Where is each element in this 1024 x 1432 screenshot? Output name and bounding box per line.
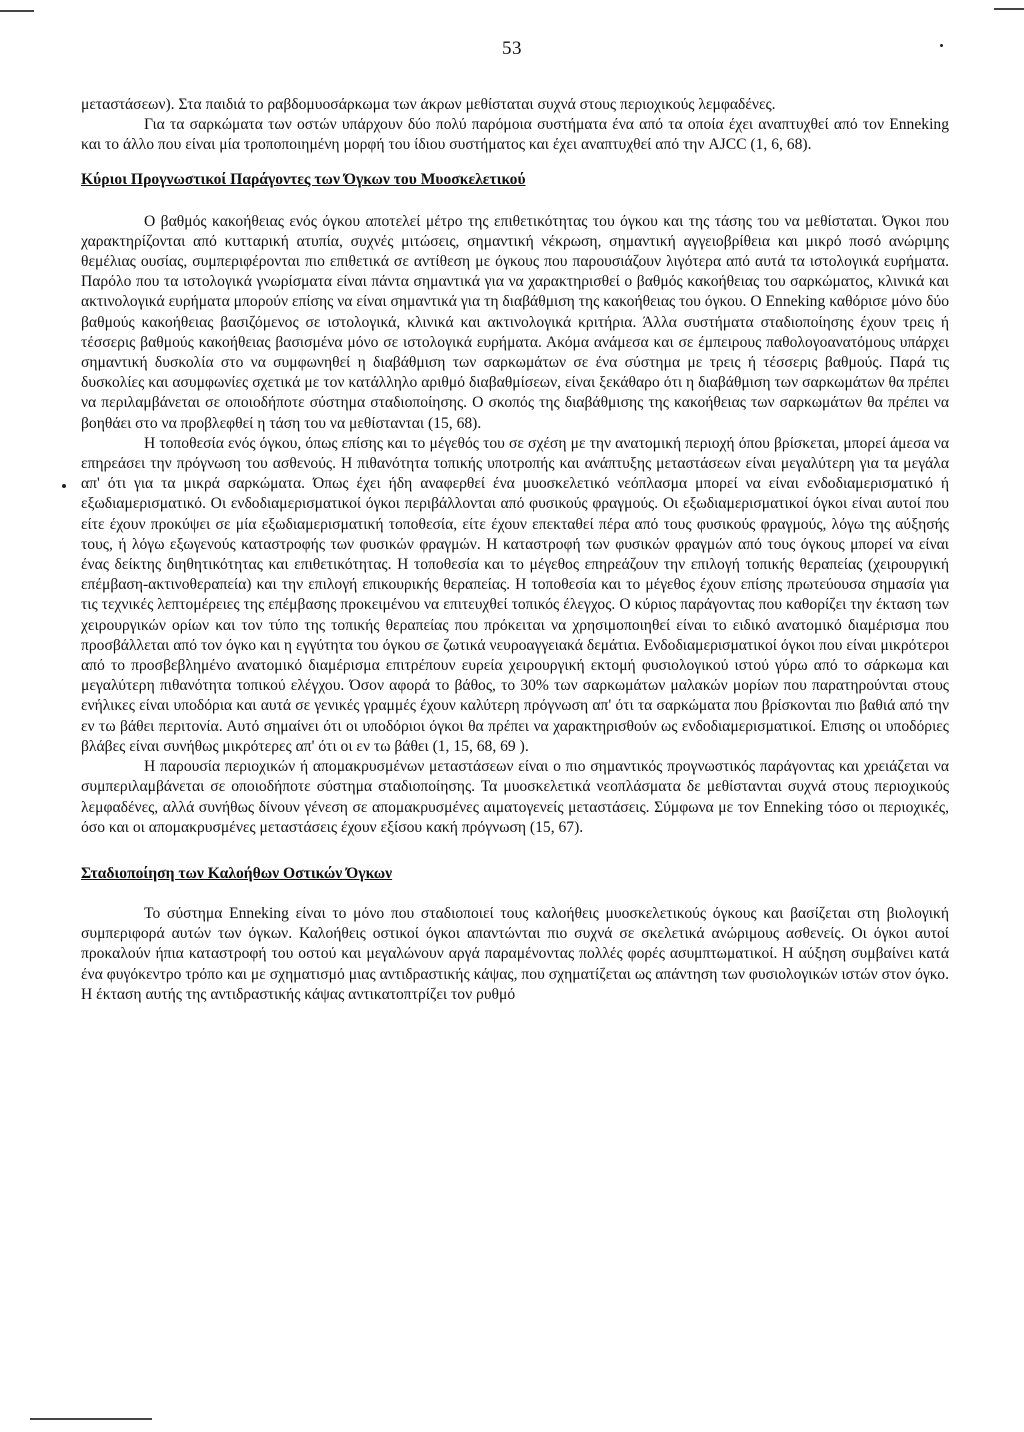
paragraph: Η τοποθεσία ενός όγκου, όπως επίσης και το μέγεθός του σε σχέση με την ανατομική περιοχή όπου βρίσκεται, μπορεί άμεσα να επηρεάσει την πρόγνωση του ασθενούς. Η πιθανότητα τοπικής υποτροπής και ανάπτυξης μεταστάσεων είναι μεγαλύτερη για τα μεγάλα απ' ότι για τα μικρά σαρκώματα. Όπως έχει ήδη αναφερθεί ένα μυοσκελετικό νεόπλασμα μπορεί να είναι ενδοδιαμερισματικό ή εξωδιαμερισματικό. Οι ενδοδιαμερισματικοί όγκοι περιβάλλονται από φυσικούς φραγμούς. Οι εξωδιαμερισματικοί όγκοι είναι αυτοί που είτε έχουν προκύψει σε μία εξωδιαμερισματική τοποθεσία, είτε έχουν επεκταθεί πέρα από τους φυσικούς φραγμούς, λόγω της αύξησής τους, ή λόγω εξωγενούς καταστροφής των φυσικών φραγμών. Η καταστροφή των φυσικών φραγμών από τους όγκους μπορεί να είναι ένας δείκτης διηθητικότητας και επιθετικότητας. Η τοποθεσία και το μέγεθος επηρεάζουν την επιλογή τοπικής θεραπείας (χειρουργική επέμβαση-ακτινοθεραπεία) και την επιλογή επικουρικής θεραπείας. Η τοποθεσία και το μέγεθος έχουν επίσης πρωτεύουσα σημασία για τις τεχνικές λεπτομέρειες της επέμβασης προκειμένου να επιτευχθεί τοπικός έλεγχος. Ο κύριος παράγοντας που καθορίζει την έκταση των χειρουργικών ορίων και τον τύπο της τοπικής θεραπείας που πρόκειται να χρησιμοποιηθεί είναι το ειδικό ανατομικό διαμέρισμα που προσβάλλεται από τον όγκο και η εγγύτητα του όγκου σε ζωτικά νευροαγγειακά δεμάτια. Ενδοδιαμερισματικοί όγκοι που είναι μικρότεροι από το προσβεβλημένο ανατομικό διαμέρισμα επιτρέπουν ευρεία χειρουργική εκτομή φυσιολογικού ιστού γύρω από το σάρκωμα και μεγαλύτερη πιθανότητα τοπικού ελέγχου. Όσον αφορά το βάθος, το 30% των σαρκωμάτων μαλακών μορίων που παρατηρούνται στους ενήλικες είναι υποδόρια και αυτά σε γενικές γραμμές έχουν καλύτερη πρόγνωση απ' ότι τα σαρκώματα που βρίσκονται πιο βαθιά από την εν τω βάθει περιτονία. Αυτό σημαίνει ότι οι υποδόριοι όγκοι θα πρέπει να χαρακτηρισθούν ως ενδοδιαμερισματικοί. Επισης οι υποδόριες βλάβες είναι συνήθως μικρότερες απ' ότι οι εν τω βάθει (1, 15, 68, 69 ). xyxy=(81,434,949,755)
paragraph: Η παρουσία περιοχικών ή απομακρυσμένων μεταστάσεων είναι ο πιο σημαντικός προγνωστικός παράγοντας και χρειάζεται να συμπεριλαμβάνεται σε οποιοδήποτε σύστημα σταδιοποίησης. Τα μυοσκελετικά νεοπλάσματα δε μεθίστανται συχνά στους περιοχικούς λεμφαδένες, αλλά συνήθως δίνουν γένεση σε απομακρυσμένες αιματογενείς μεταστάσεις. Σύμφωνα με τον Enneking τόσο οι περιοχικές, όσο και οι απομακρυσμένες μεταστάσεις έχουν εξίσου κακή πρόγνωση (15, 67). xyxy=(81,758,949,836)
page-body xyxy=(81,95,949,1005)
paragraph: Το σύστημα Enneking είναι το μόνο που σταδιοποιεί τους καλοήθεις μυοσκελετικούς όγκους και βασίζεται στη βιολογική συμπεριφορά αυτών των όγκων. Καλοήθεις οστικοί όγκοι απαντώνται πιο συχνά σε σκελετικά ανώριμους ασθενείς. Οι όγκοι αυτοί προκαλούν ήπια καταστροφή του οστού και μεγαλώνουν αργά παραμένοντας πολλές φορές ασυμπτωματικοί. Η αύξηση συμβαίνει κατά ένα φυγόκεντρο τρόπο και με σχηματισμό μιας αντιδραστικής κάψας, που σχηματίζεται ως απάντηση των φυσιολογικών ιστών στον όγκο. Η έκταση αυτής της αντιδραστικής κάψας αντικατοπτρίζει τον ρυθμό xyxy=(81,904,949,1003)
page-number: 53 xyxy=(502,38,522,59)
scan-edge-mark xyxy=(994,8,1024,10)
paragraph: Για τα σαρκώματα των οστών υπάρχουν δύο πολύ παρόμοια συστήματα ένα από τα οποία έχει αναπτυχθεί από τον Enneking και το άλλο που είναι μία τροποποιημένη μορφή του ίδιου συστήματος και έχει αναπτυχθεί από την AJCC (1, 6, 68). xyxy=(81,116,949,154)
scan-edge-mark xyxy=(0,10,34,12)
scan-speck xyxy=(62,484,66,488)
paragraph: Ο βαθμός κακοήθειας ενός όγκου αποτελεί μέτρο της επιθετικότητας του όγκου και της τάσης του να μεθίσταται. Όγκοι που χαρακτηρίζονται από κυτταρική ατυπία, συχνές μιτώσεις, σημαντική νέκρωση, σημαντική αγγειοβρίθεια και μικρό ποσό ανώριμης θεμέλιας ουσίας, συμπεριφέρονται πιο επιθετικά σε αντίθεση με όγκους που παρουσιάζουν λιγότερα από αυτά τα ιστολογικά ευρήματα. Παρόλο που τα ιστολογικά γνωρίσματα είναι πάντα σημαντικά για να χαρακτηρισθεί ο βαθμός κακοήθειας του σαρκώματος, κλινικά και ακτινολογικά ευρήματα μπορούν επίσης να είναι σημαντικά για τη διαβάθμιση της κακοήθειας του όγκου. Ο Enneking καθόρισε μόνο δύο βαθμούς κακοήθειας βασιζόμενος σε ιστολογικά, κλινικά και ακτινολογικά κριτήρια. Άλλα συστήματα σταδιοποίησης έχουν τρεις ή τέσσερις βαθμούς κακοήθειας βασισμένα μόνο σε ιστολογικά ευρήματα. Ακόμα ανάμεσα και σε έμπειρους παθολογοανατόμους υπάρχει σημαντική δυσκολία στο να συμφωνηθεί η διαβάθμιση των σαρκωμάτων σε ένα σύστημα με τρεις ή τέσσερις βαθμούς. Παρά τις δυσκολίες και ασυμφωνίες σχετικά με τον κατάλληλο αριθμό διαβαθμίσεων, είναι ξεκάθαρο ότι η διαβάθμιση των σαρκωμάτων θα πρέπει να περιλαμβάνεται σε οποιοδήποτε σύστημα σταδιοποίησης. Ο σκοπός της διαβάθμισης της κακοήθειας των σαρκωμάτων θα πρέπει να βοηθάει στο να προβλεφθεί η τάση του να μεθίστανται (15, 68). xyxy=(81,212,949,432)
scan-edge-mark xyxy=(30,1418,152,1420)
section-heading: Κύριοι Προγνωστικοί Παράγοντες των Όγκων του Μυοσκελετικού xyxy=(81,170,526,188)
section-heading: Σταδιοποίηση των Καλοήθων Οστικών Όγκων xyxy=(81,864,393,882)
paragraph: μεταστάσεων). Στα παιδιά το ραβδομυοσάρκωμα των άκρων μεθίσταται συχνά στους περιοχικούς λεμφαδένες. xyxy=(81,96,776,113)
